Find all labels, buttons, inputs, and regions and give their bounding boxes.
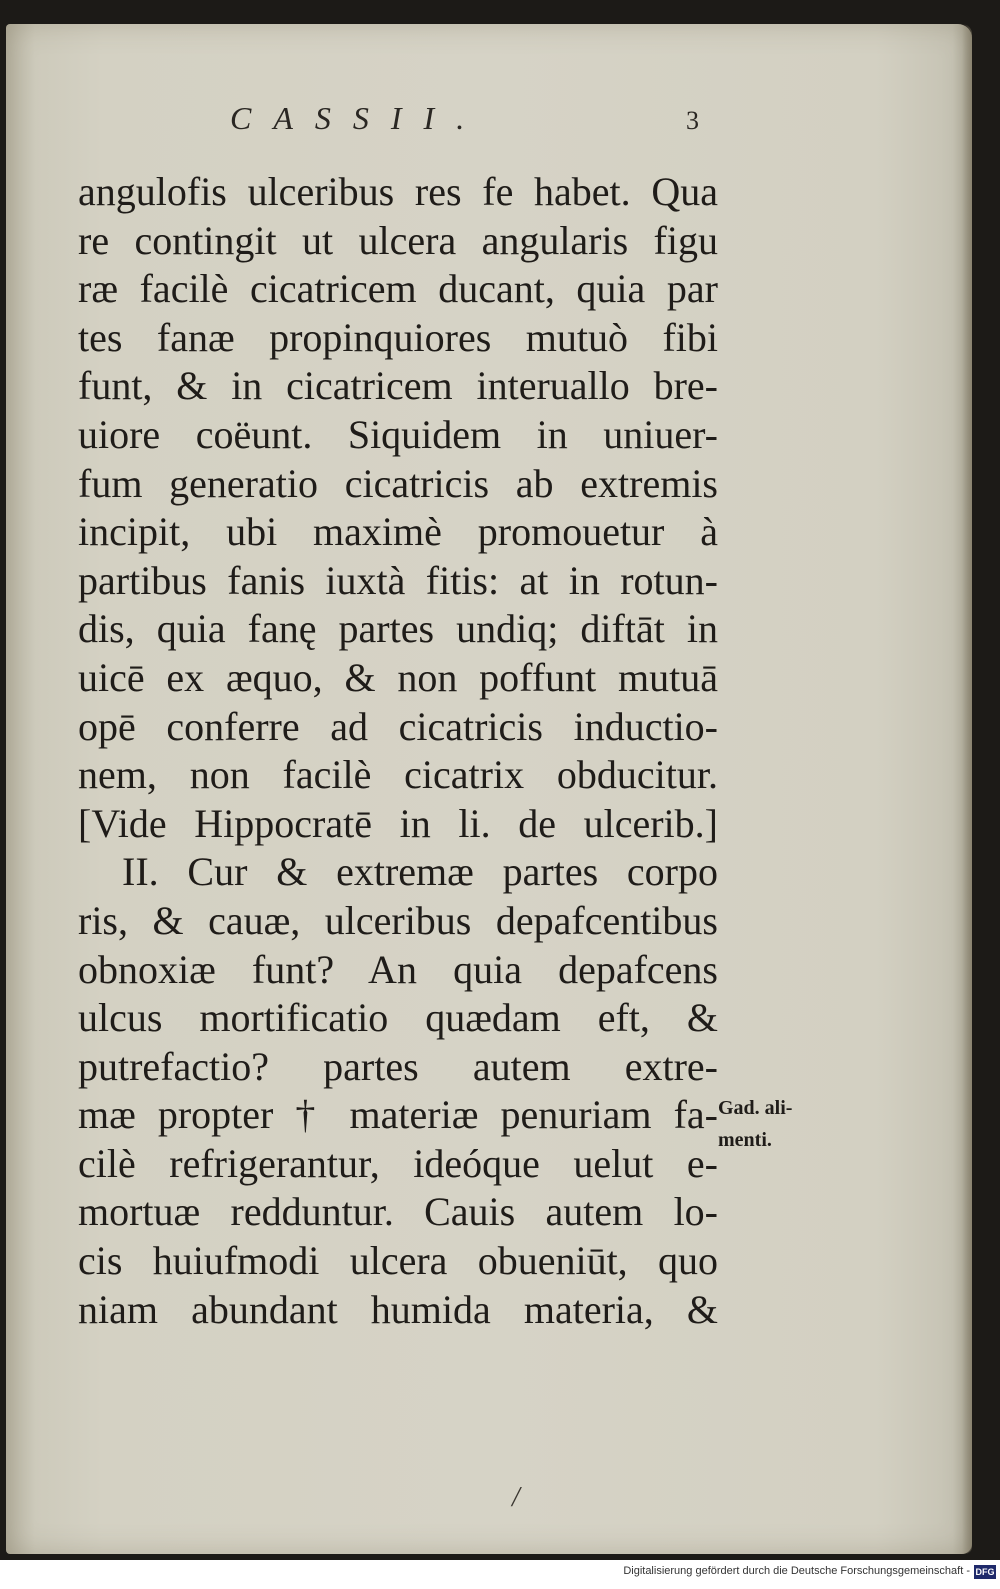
running-head: CASSII. (230, 100, 487, 136)
marginal-note (718, 1092, 792, 1156)
text-line: nem, non facilè cicatrix obducitur. (78, 752, 718, 798)
text-line: niam abundant humida materia, & (78, 1286, 718, 1332)
dfg-logo[interactable]: DFG (975, 1567, 995, 1577)
text-line: cilè refrigerantur, ideóque uelut e- (78, 1140, 718, 1186)
text-line: uiore coëunt. Siquidem in uniuer- (78, 411, 718, 457)
footer-credit: Digitalisierung gefördert durch die Deutsche Forschungsgemeinschaft - (623, 1565, 970, 1577)
body-text (78, 168, 718, 1334)
page-edge-shadow (962, 24, 972, 1554)
text-line: ris, & cauæ, ulceribus depafcentibus (78, 897, 718, 943)
text-line: [Vide Hippocratē in li. de ulcerib.] (78, 800, 718, 846)
text-line: tes fanæ propinquiores mutuò fibi (78, 314, 718, 360)
signature-mark: / (512, 1482, 520, 1513)
marginal-note-line: menti. (718, 1129, 772, 1151)
text-line: angulofis ulceribus res fe habet. Qua (78, 169, 718, 214)
text-line: re contingit ut ulcera angularis figu (78, 217, 718, 263)
text-line: incipit, ubi maximè promouetur à (78, 509, 718, 555)
text-line: dis, quia fanę partes undiq; diftāt in (78, 606, 718, 652)
text-line: funt, & in cicatricem interuallo bre- (78, 363, 718, 409)
text-line: partibus fanis iuxtà fitis: at in rotun- (78, 557, 718, 603)
text-line: opē conferre ad cicatricis inductio- (78, 703, 718, 749)
footer-bar (0, 1560, 1000, 1589)
marginal-note-line: Gad. ali- (718, 1097, 793, 1119)
text-line: obnoxiæ funt? An quia depafcens (78, 946, 718, 992)
section-heading-line: II. Cur & extremæ partes corpo (122, 849, 718, 895)
text-line: putrefactio? partes autem extre- (78, 1043, 718, 1089)
text-line: ulcus mortificatio quædam eft, & (78, 995, 718, 1041)
text-line: mæ propter † materiæ penuriam fa- (78, 1092, 718, 1138)
text-line: fum generatio cicatricis ab extremis (78, 460, 718, 506)
text-line: mortuæ redduntur. Cauis autem lo- (78, 1189, 718, 1235)
text-line: ræ facilè cicatricem ducant, quia par (78, 266, 718, 312)
page-number: 3 (686, 106, 699, 135)
text-line: uicē ex æquo, & non poffunt mutuā (78, 654, 718, 700)
text-line: cis huiufmodi ulcera obueniūt, quo (78, 1238, 718, 1284)
